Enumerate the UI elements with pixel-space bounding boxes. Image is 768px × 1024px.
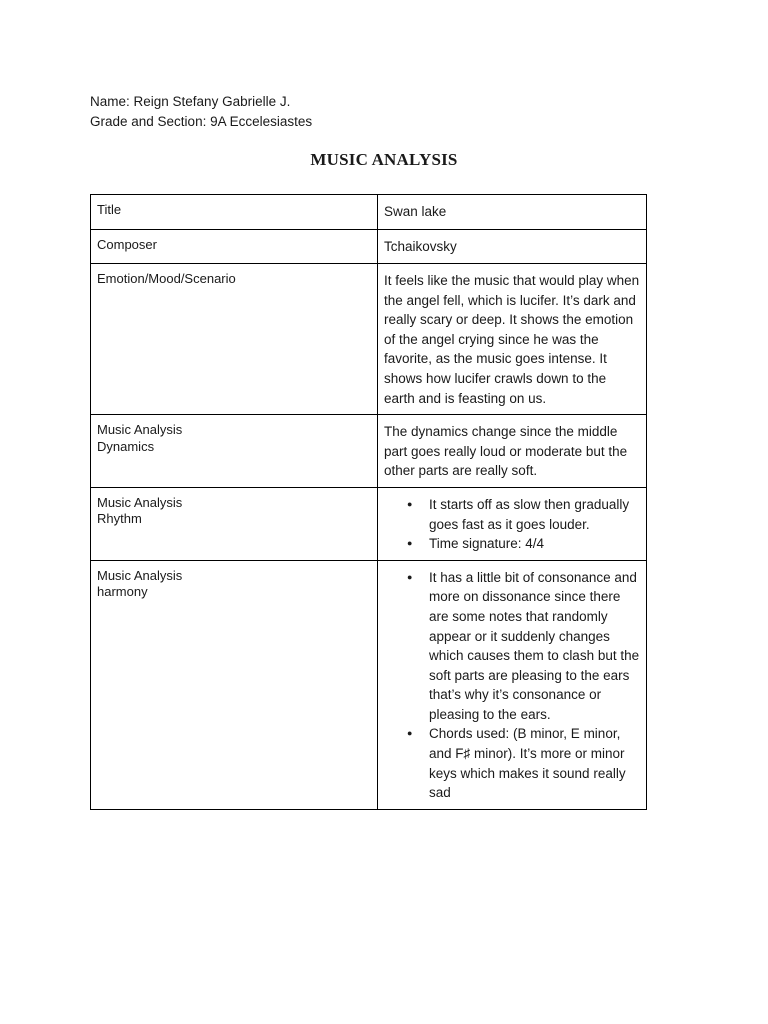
label-harmony xyxy=(91,560,378,809)
table-row-title xyxy=(91,195,647,230)
value-composer: Tchaikovsky xyxy=(378,230,647,264)
value-emotion: It feels like the music that would play when the angel fell, which is lucifer. It’s dark and really scary or deep. It shows the emotion of the angel crying since he was the favorite, as the music goes intense. It shows how lucifer crawls down to the earth and is feasting on us. xyxy=(378,264,647,415)
value-title: Swan lake xyxy=(378,195,647,230)
rhythm-bullet-list xyxy=(384,495,640,554)
list-item-text: Time signature: 4/4 xyxy=(429,536,545,552)
bullet-icon: ● xyxy=(407,728,413,739)
table-row-harmony xyxy=(91,560,647,809)
label-emotion: Emotion/Mood/Scenario xyxy=(91,264,378,415)
label-harmony-line2: harmony xyxy=(97,584,148,600)
list-item-text: Chords used: (B minor, E minor, and F♯ minor). It’s more or minor keys which makes it sound really sad xyxy=(429,726,626,801)
analysis-table xyxy=(90,194,647,810)
label-dynamics-line2: Dynamics xyxy=(97,438,155,454)
list-item xyxy=(407,534,640,554)
label-rhythm xyxy=(91,487,378,560)
table-row-dynamics xyxy=(91,415,647,488)
student-name: Name: Reign Stefany Gabrielle J. xyxy=(90,94,291,109)
bullet-icon: ● xyxy=(407,538,413,549)
harmony-bullet-list xyxy=(384,568,640,803)
label-rhythm-line1: Music Analysis xyxy=(97,494,183,510)
bullet-icon: ● xyxy=(407,571,413,582)
value-harmony xyxy=(378,560,647,809)
table-row-composer xyxy=(91,230,647,264)
grade-section: Grade and Section: 9A Eccelesiastes xyxy=(90,114,313,129)
list-item-text: It starts off as slow then gradually goes fast as it goes louder. xyxy=(429,496,630,532)
table-row-emotion xyxy=(91,264,647,415)
label-title: Title xyxy=(91,195,378,230)
list-item xyxy=(407,495,640,534)
page-title: MUSIC ANALYSIS xyxy=(310,150,458,169)
list-item xyxy=(407,568,640,725)
value-rhythm xyxy=(378,487,647,560)
label-rhythm-line2: Rhythm xyxy=(97,511,142,527)
label-harmony-line1: Music Analysis xyxy=(97,567,183,583)
list-item xyxy=(407,724,640,802)
value-dynamics: The dynamics change since the middle part goes really loud or moderate but the other parts are really soft. xyxy=(378,415,647,488)
student-info xyxy=(90,92,312,132)
bullet-icon: ● xyxy=(407,498,413,509)
label-dynamics xyxy=(91,415,378,488)
list-item-text: It has a little bit of consonance and more on dissonance since there are some notes that randomly appear or it suddenly changes which causes them to clash but the soft parts are pleasing to the ears that’s why it’s consonance or pleasing to the ears. xyxy=(429,569,640,722)
label-dynamics-line1: Music Analysis xyxy=(97,422,183,438)
label-composer: Composer xyxy=(91,230,378,264)
table-row-rhythm xyxy=(91,487,647,560)
